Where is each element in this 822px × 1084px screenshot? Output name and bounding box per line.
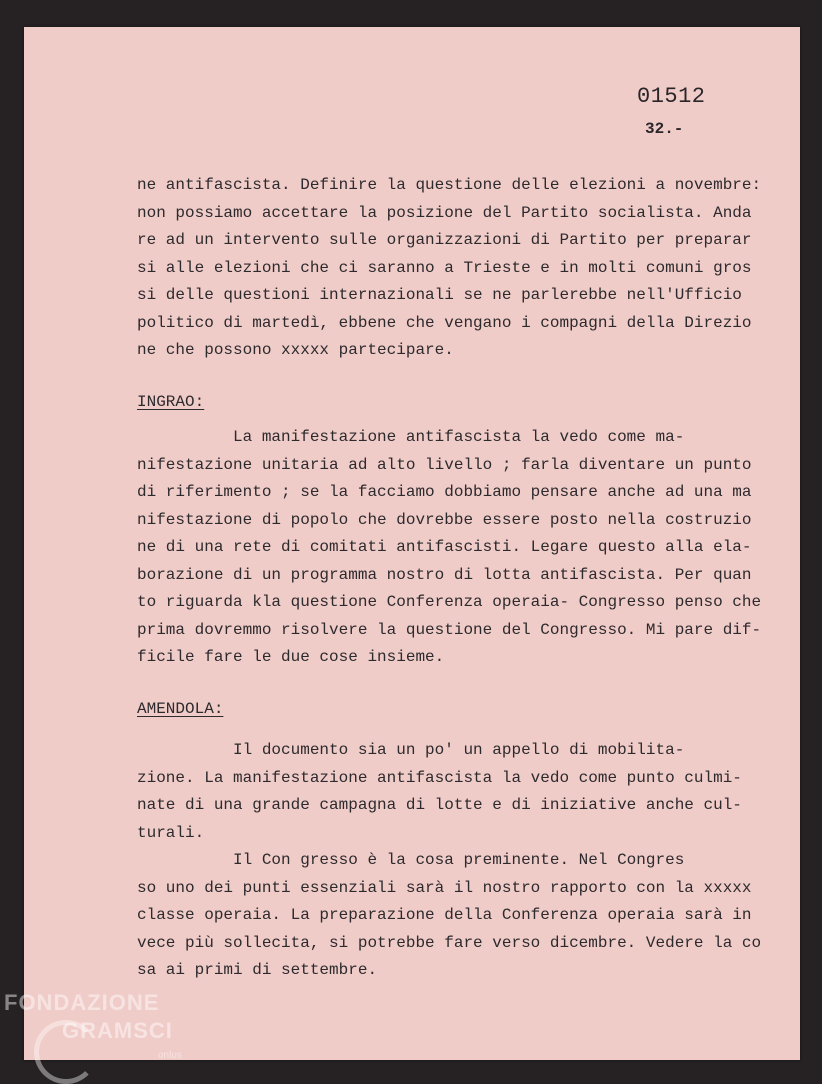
text-line: prima dovremmo risolvere la questione del Congresso. Mi pare dif- [137,620,762,639]
text-line: nifestazione unitaria ad alto livello ; farla diventare un punto [137,455,752,474]
text-line: si alle elezioni che ci saranno a Trieste e in molti comuni gros [137,258,752,277]
text-line: si delle questioni internazionali se ne parlerebbe nell'Ufficio [137,286,742,304]
text-line: nifestazione di popolo che dovrebbe essere posto nella costruzio [137,510,752,529]
paragraph-2 [137,424,787,672]
text-line: Il documento sia un po' un appello di mobilita- [137,741,685,759]
paragraph-1 [137,172,787,365]
gramsci-logo-icon [34,1020,98,1084]
text-line: non possiamo accettare la posizione del Partito socialista. Anda [137,203,752,222]
text-line: classe operaia. La preparazione della Conferenza operaia sarà in [137,906,752,924]
text-line: Il Con gresso è la cosa preminente. Nel Congres [137,851,685,869]
speaker-ingrao: INGRAO: [137,392,205,411]
text-line: sa ai primi di settembre. [137,961,378,979]
fondazione-gramsci-watermark [4,990,182,1061]
text-line: to riguarda kla questione Conferenza operaia- Congresso penso che [137,593,762,611]
text-line: turali. [137,823,205,842]
text-line: vece più sollecita, si potrebbe fare verso dicembre. Vedere la co [137,933,762,952]
text-line: ne antifascista. Definire la questione delle elezioni a novembre: [137,176,762,194]
text-line: so uno dei punti essenziali sarà il nostro rapporto con la xxxxx [137,878,752,897]
text-line: politico di martedì, ebbene che vengano i compagni della Direzio [137,313,752,332]
text-line: ne che possono xxxxx partecipare. [137,341,454,359]
text-line: re ad un intervento sulle organizzazioni di Partito per preparar [137,231,752,249]
text-line: ne di una rete di comitati antifascisti. Legare questo alla ela- [137,538,752,556]
text-line: di riferimento ; se la facciamo dobbiamo pensare anche ad una ma [137,483,752,501]
page-number: 32.- [645,120,684,138]
watermark-line-1: FONDAZIONE [4,990,160,1015]
watermark-line-3: onlus [158,1050,182,1061]
archive-reference-number: 01512 [637,84,706,109]
text-line: La manifestazione antifascista la vedo come ma- [137,428,685,446]
text-line: ficile fare le due cose insieme. [137,648,445,666]
text-line: nate di una grande campagna di lotte e di iniziative anche cul- [137,796,742,814]
watermark-line-2: GRAMSCI [62,1018,173,1043]
document-page [24,27,800,1060]
text-line: borazione di un programma nostro di lotta antifascista. Per quan [137,565,752,584]
typed-text-body [137,172,787,985]
text-line: zione. La manifestazione antifascista la vedo come punto culmi- [137,768,742,787]
paragraph-3 [137,737,787,985]
speaker-amendola: AMENDOLA: [137,699,224,718]
